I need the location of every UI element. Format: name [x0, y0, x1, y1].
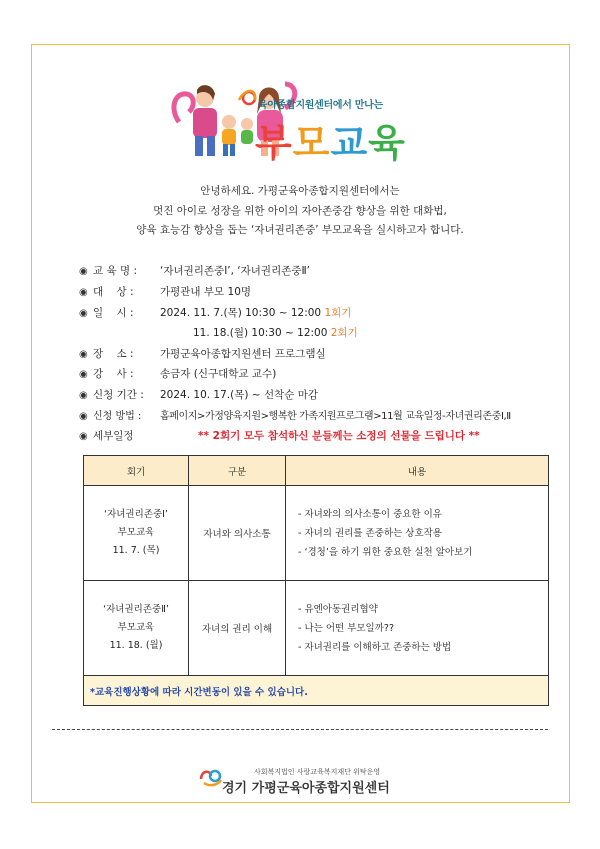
info-label: 일 시 :	[93, 307, 134, 319]
info-label: 세부일정	[93, 430, 134, 442]
info-value: 홈페이지>가정양육지원>행복한 가족지원프로그램>11월 교육일정-자녀권리존중Ⅰ,Ⅱ	[160, 411, 511, 422]
bullet-icon: ◉	[79, 369, 88, 380]
info-value: ‘자녀권리존중Ⅰ’, ‘자녀권리존중Ⅱ’	[160, 265, 311, 277]
session-name: ‘자녀권리존중Ⅱ’	[103, 604, 169, 615]
info-period	[79, 387, 318, 402]
content-item: - 나는 어떤 부모일까??	[298, 622, 394, 634]
info-method	[79, 407, 511, 422]
content-item: - 자녀의 권리를 존중하는 상호작용	[298, 527, 442, 539]
bullet-icon: ◉	[79, 308, 88, 319]
center-logo-icon	[198, 765, 224, 787]
content-item: - 자녀와의 의사소통이 중요한 이유	[298, 508, 442, 520]
info-label: 대 상 :	[93, 286, 134, 298]
title-char: 육	[368, 121, 406, 165]
info-value: 가평관내 부모 10명	[160, 286, 252, 298]
session-cell	[84, 486, 189, 581]
bullet-icon: ◉	[79, 287, 88, 298]
info-target	[79, 284, 251, 299]
gift-notice: ** 2회기 모두 참석하신 분들께는 소정의 선물을 드립니다 **	[198, 430, 480, 442]
category-cell: 자녀와 의사소통	[189, 486, 286, 581]
schedule-note: *교육진행상황에 따라 시간변동이 있을 수 있습니다.	[84, 676, 549, 706]
info-date2	[193, 325, 358, 340]
info-label: 신청 기간 :	[93, 389, 144, 401]
intro-line: 멋진 아이로 성장을 위한 아이의 자아존중감 향상을 위한 대화법,	[153, 205, 447, 217]
title-char: 교	[330, 121, 369, 165]
info-value: 11. 18.(월) 10:30 ~ 12:00	[193, 327, 328, 339]
session-badge: 2회기	[330, 327, 358, 339]
bullet-icon: ◉	[79, 349, 88, 360]
content-item: - 자녀권리를 이해하고 존중하는 방법	[298, 641, 452, 653]
session-name: ‘자녀권리존중Ⅰ’	[104, 509, 168, 520]
title-char: 부	[255, 121, 293, 165]
bullet-icon: ◉	[79, 431, 88, 442]
footer-operator: 사회복지법인 사랑교육복지재단 위탁운영	[254, 768, 381, 776]
content-cell	[286, 581, 549, 676]
schedule-table	[83, 455, 549, 706]
info-label: 신청 방법 :	[93, 411, 142, 422]
info-date	[79, 305, 351, 320]
info-label: 강 사 :	[93, 368, 134, 380]
header-content: 내용	[286, 456, 549, 486]
bullet-icon: ◉	[79, 390, 88, 401]
info-label: 교 육 명 :	[93, 265, 137, 277]
header-category: 구분	[189, 456, 286, 486]
session-type: 부모교육	[117, 622, 155, 633]
info-lecturer	[79, 366, 276, 381]
intro-line: 안녕하세요. 가평군육아종합지원센터에서는	[200, 185, 400, 197]
info-value: 2024. 10. 17.(목) ~ 선착순 마감	[160, 389, 318, 401]
session-type: 부모교육	[117, 527, 155, 538]
bullet-icon: ◉	[79, 266, 88, 277]
info-value: 가평군육아종합지원센터 프로그램실	[160, 348, 326, 360]
header-session: 회기	[84, 456, 189, 486]
divider	[52, 729, 548, 730]
title-char: 모	[292, 121, 331, 165]
info-value: 송금자 (신구대학교 교수)	[160, 368, 277, 380]
bullet-icon: ◉	[79, 411, 88, 422]
table-note-row	[84, 676, 549, 706]
session-cell	[84, 581, 189, 676]
intro-line: 양육 효능감 향상을 돕는 ‘자녀권리존중’ 부모교육을 실시하고자 합니다.	[136, 224, 464, 236]
category-cell: 자녀의 권리 이해	[189, 581, 286, 676]
content-item: - ‘경청’을 하기 위한 중요한 실천 알아보기	[298, 546, 473, 558]
content-item: - 유엔아동권리협약	[298, 603, 378, 615]
table-row	[84, 581, 549, 676]
session-badge: 1회기	[324, 307, 352, 319]
header-title	[255, 112, 406, 167]
session-date: 11. 7. (목)	[112, 545, 160, 556]
session-date: 11. 18. (월)	[109, 640, 163, 651]
content-cell	[286, 486, 549, 581]
header-subtitle: 육아종합지원센터에서 만나는	[258, 100, 383, 111]
info-course	[79, 263, 310, 278]
table-header-row	[84, 456, 549, 486]
footer-center-name: 경기 가평군육아종합지원센터	[222, 781, 390, 796]
info-place	[79, 346, 326, 361]
info-value: 2024. 11. 7.(목) 10:30 ~ 12:00	[160, 307, 322, 319]
info-detail	[79, 428, 480, 443]
table-row	[84, 486, 549, 581]
info-label: 장 소 :	[93, 348, 134, 360]
